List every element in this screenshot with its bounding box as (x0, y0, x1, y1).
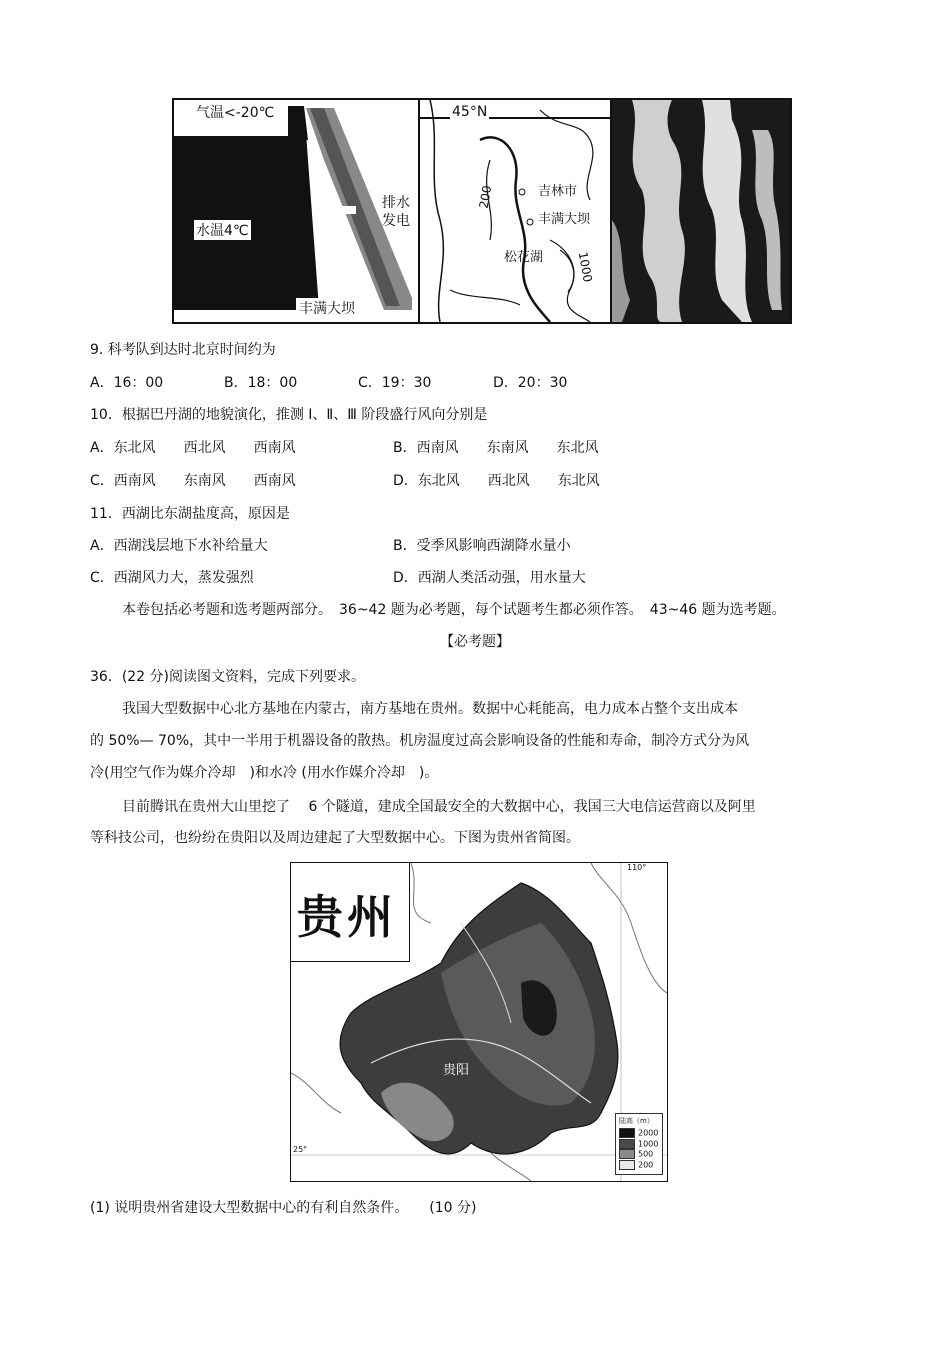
songhua-lake-label: 松花湖 (504, 250, 544, 265)
legend-value: 200 (638, 1160, 654, 1169)
water-temp-label: 水温4℃ (194, 220, 251, 240)
legend-value: 2000 (638, 1128, 659, 1138)
power-label: 发电 (382, 213, 410, 229)
drain-label: 排水 (382, 195, 410, 211)
intro-text: 本卷包括必考题和选考题两部分。 36~42 题为必考题，每个试题考生都必须作答。 43~46 题为选考题。 (122, 602, 786, 618)
legend-value: 500 (638, 1149, 654, 1159)
q9-option-c: C．19：30 (358, 375, 432, 391)
dam-label-panel2: 丰满大坝 (538, 212, 591, 227)
legend-row (619, 1139, 659, 1150)
q36-para1-line1: 我国大型数据中心北方基地在内蒙古，南方基地在贵州。数据中心耗能高，电力成本占整个支出成本 (122, 701, 738, 717)
legend-swatch (619, 1160, 635, 1170)
guizhou-map (290, 862, 668, 1182)
legend-swatch (619, 1139, 635, 1149)
q36-para1-line3: 冷(用空气作为媒介冷却 )和水冷 (用水作媒介冷却 )。 (90, 765, 439, 781)
legend-row (619, 1149, 659, 1160)
q11-option-c: C．西湖风力大，蒸发强烈 (90, 570, 254, 586)
q11-stem: 11．西湖比东湖盐度高，原因是 (90, 506, 290, 522)
legend-swatch (619, 1149, 635, 1159)
q10-option-a: A．东北风 西北风 西南风 (90, 440, 296, 456)
contour-200-label: 200 (476, 184, 495, 210)
inset-calligraphy: 贵州 (297, 890, 397, 944)
q36-para1-line2: 的 50%— 70%，其中一半用于机器设备的散热。机房温度过高会影响设备的性能和寿命，制冷方式分为风 (90, 733, 750, 749)
satellite-image-panel (612, 100, 790, 322)
section-heading: 【必考题】 (440, 634, 510, 650)
guiyang-label: 贵阳 (443, 1063, 470, 1078)
lon-110-label: 110° (627, 863, 647, 872)
q36-stem: 36．(22 分)阅读图文资料，完成下列要求。 (90, 669, 366, 685)
q10-stem: 10．根据巴丹湖的地貌演化，推测 Ⅰ、Ⅱ、Ⅲ 阶段盛行风向分别是 (90, 407, 488, 423)
jilin-city-label: 吉林市 (538, 184, 578, 199)
inset-box (291, 863, 410, 962)
legend-row (619, 1128, 659, 1139)
top-figure (172, 98, 792, 324)
q9-option-d: D．20：30 (493, 375, 568, 391)
q36-subquestion-1: (1) 说明贵州省建设大型数据中心的有利自然条件。 (10 分) (90, 1200, 477, 1216)
q36-para2-line2: 等科技公司，也纷纷在贵阳以及周边建起了大型数据中心。下图为贵州省简图。 (90, 830, 580, 846)
lat-25-label: 25° (293, 1145, 308, 1154)
contour-1000-label: 1000 (575, 250, 595, 284)
legend-title: 陆高（m） (619, 1117, 654, 1125)
q11-option-a: A．西湖浅层地下水补给量大 (90, 538, 268, 554)
air-temp-label: 气温<-20℃ (196, 105, 275, 121)
q9-option-a: A．16：00 (90, 375, 164, 391)
q9-stem: 9. 科考队到达时北京时间约为 (90, 342, 276, 358)
lat-45n-label: 45°N (452, 104, 488, 120)
q36-para2-line1: 目前腾讯在贵州大山里挖了 6 个隧道，建成全国最安全的大数据中心，我国三大电信运营商以及阿里 (122, 799, 756, 815)
q10-option-d: D．东北风 西北风 东北风 (393, 473, 600, 489)
q10-option-b: B．西南风 东南风 东北风 (393, 440, 599, 456)
q11-option-b: B．受季风影响西湖降水量小 (393, 538, 571, 554)
legend-row (619, 1160, 659, 1171)
q11-option-d: D．西湖人类活动强，用水量大 (393, 570, 586, 586)
dam-label-panel1: 丰满大坝 (296, 298, 358, 318)
q9-option-b: B．18：00 (224, 375, 298, 391)
legend-value: 1000 (638, 1139, 659, 1148)
legend-swatch (619, 1128, 635, 1138)
elevation-legend (615, 1113, 663, 1175)
q10-option-c: C．西南风 东南风 西南风 (90, 473, 296, 489)
